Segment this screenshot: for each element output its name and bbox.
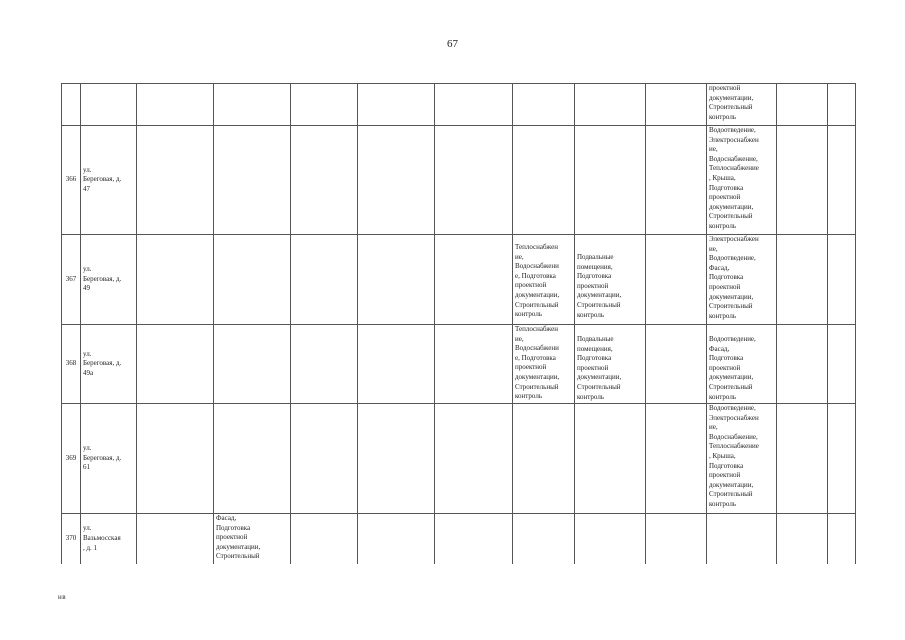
table-cell [358, 514, 435, 564]
table-cell [435, 404, 513, 514]
row-number: 370 [62, 514, 81, 564]
table-cell [137, 514, 214, 564]
work-list-cell: Водоотведение, Электроснабжен ие, Водоснабжение, Теплоснабжение , Крыша, Подготовка проектной документации, Строительный контроль [707, 404, 777, 514]
table-cell [435, 126, 513, 235]
row-number: 367 [62, 235, 81, 325]
work-list-cell: Фасад, Подготовка проектной документации, Строительный [214, 514, 291, 564]
table-cell [291, 514, 358, 564]
table-cell [291, 404, 358, 514]
work-list-cell [214, 126, 291, 235]
work-list-cell [214, 404, 291, 514]
table-cell [828, 404, 856, 514]
work-list-cell: Электроснабжен ие, Водоотведение, Фасад, Подготовка проектной документации, Строительный контроль [707, 235, 777, 325]
table-cell [137, 235, 214, 325]
repair-schedule-table [61, 83, 856, 564]
table-cell [214, 84, 291, 126]
table-cell [137, 404, 214, 514]
address-cell: ул. Береговая, д. 47 [81, 126, 137, 235]
table-cell [777, 126, 828, 235]
table-row [62, 235, 856, 325]
work-list-cell [513, 404, 575, 514]
table-cell [358, 126, 435, 235]
table-cell [777, 325, 828, 404]
table-cell [291, 325, 358, 404]
table-cell [435, 514, 513, 564]
address-cell: ул. Береговая, д. 49 [81, 235, 137, 325]
address-cell: ул. Вазьмосская , д. 1 [81, 514, 137, 564]
work-list-cell: Водоотведение, Фасад, Подготовка проектной документации, Строительный контроль [707, 325, 777, 404]
work-list-cell: Теплоснабжен ие, Водоснабжени е, Подготовка проектной документации, Строительный контроль [513, 235, 575, 325]
table-cell [291, 235, 358, 325]
table-row [62, 84, 856, 126]
work-list-cell: Подвальные помещения, Подготовка проектной документации, Строительный контроль [575, 325, 646, 404]
row-number: 368 [62, 325, 81, 404]
page-number: 67 [447, 38, 458, 50]
table-cell [777, 404, 828, 514]
table-cell [358, 84, 435, 126]
work-list-cell: Подвальные помещения, Подготовка проектной документации, Строительный контроль [575, 235, 646, 325]
work-list-cell [707, 514, 777, 564]
table-cell [828, 235, 856, 325]
table-cell [137, 126, 214, 235]
table-cell [435, 84, 513, 126]
table-cell [646, 404, 707, 514]
table-cell [358, 235, 435, 325]
work-list-cell [513, 126, 575, 235]
table-cell [575, 84, 646, 126]
table-row [62, 514, 856, 564]
work-list-cell: Теплоснабжен ие, Водоснабжени е, Подготовка проектной документации, Строительный контроль [513, 325, 575, 404]
table-cell [828, 84, 856, 126]
table-cell [646, 235, 707, 325]
table-cell [291, 84, 358, 126]
table-row [62, 126, 856, 235]
work-list-cell: Водоотведение, Электроснабжен ие, Водоснабжение, Теплоснабжение , Крыша, Подготовка проектной документации, Строительный контроль [707, 126, 777, 235]
address-cell: ул. Береговая, д. 61 [81, 404, 137, 514]
table-cell [435, 325, 513, 404]
table-cell [646, 514, 707, 564]
table-cell [137, 325, 214, 404]
table-cell [358, 404, 435, 514]
table-row [62, 325, 856, 404]
footer-mark: нв [58, 593, 67, 601]
table-cell [646, 84, 707, 126]
table-cell [777, 514, 828, 564]
table-cell [513, 84, 575, 126]
row-number: 369 [62, 404, 81, 514]
table-row [62, 404, 856, 514]
table-cell [828, 514, 856, 564]
table-cell [828, 126, 856, 235]
work-list-cell [575, 126, 646, 235]
table-cell [777, 84, 828, 126]
work-list-cell [214, 235, 291, 325]
table-cell [777, 235, 828, 325]
table-cell [358, 325, 435, 404]
table-cell [291, 126, 358, 235]
work-list-cell [513, 514, 575, 564]
table-cell [646, 126, 707, 235]
table-cell [646, 325, 707, 404]
work-list-cell [575, 514, 646, 564]
row-number: 366 [62, 126, 81, 235]
work-list-cell [575, 404, 646, 514]
table-cell [435, 235, 513, 325]
table-cell [81, 84, 137, 126]
table-cell [62, 84, 81, 126]
address-cell: ул. Береговая, д. 49а [81, 325, 137, 404]
table-cell [828, 325, 856, 404]
table-cell [137, 84, 214, 126]
work-list-cell: проектной документации, Строительный контроль [707, 84, 777, 126]
work-list-cell [214, 325, 291, 404]
